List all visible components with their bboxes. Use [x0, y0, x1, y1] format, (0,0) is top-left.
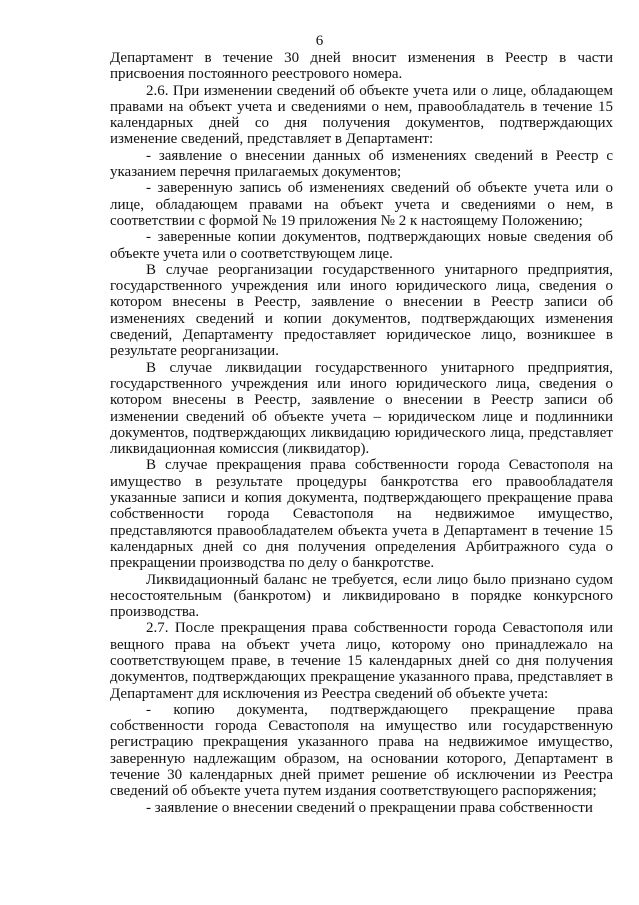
- paragraph: В случае прекращения права собственности города Севастополя на имущество в результате процедуры банкротства его правообладателя указанные записи и копия документа, подтверждающего прекращение права собственности города Севастополя на недвижимое имущество, представляются правообладателем объекта учета в Департамент в течение 15 календарных дней со дня получения определения Арбитражного суда о прекращении производства по делу о банкротстве.: [110, 457, 613, 572]
- paragraph: Департамент в течение 30 дней вносит изменения в Реестр в части присвоения постоянного реестрового номера.: [110, 50, 613, 83]
- paragraph: Ликвидационный баланс не требуется, если лицо было признано судом несостоятельным (банкротом) и ликвидировано в порядке конкурсного производства.: [110, 571, 613, 621]
- paragraph: - заверенную запись об изменениях сведений об объекте учета или о лице, обладающем правами на объект учета и сведениями о нем, в соответствии с формой № 19 приложения № 2 к настоящему Положению;: [110, 180, 613, 229]
- page-number: 6: [315, 33, 324, 49]
- paragraph: - заверенные копии документов, подтверждающих новые сведения об объекте учета или о соответствующем лице.: [110, 229, 613, 262]
- paragraph: - заявление о внесении сведений о прекращении права собственности: [146, 799, 593, 816]
- paragraph: 2.6. При изменении сведений об объекте учета или о лице, обладающем правами на объект учета и сведениями о нем, правообладатель в течение 15 календарных дней со дня получения документов, подтверждающих изменение сведений, представляет в Департамент:: [110, 82, 613, 148]
- paragraph: 2.7. После прекращения права собственности города Севастополя или вещного права на объект учета лицо, которому оно принадлежало на соответствующем праве, в течение 15 календарных дней со дня получения документов, подтверждающих прекращение указанного права, представляет в Департамент для исключения из Реестра сведений об объекте учета:: [110, 620, 613, 702]
- paragraph: - копию документа, подтверждающего прекращение права собственности города Севастополя на имущество или государственную регистрацию прекращения указанного права на недвижимое имущество, заверенную надлежащим образом, на основании которого, Департамент в течение 30 календарных дней примет решение об исключении из Реестра сведений об объекте учета путем издания соответствующего распоряжения;: [110, 701, 613, 800]
- document-body: [110, 50, 613, 816]
- paragraph: В случае реорганизации государственного унитарного предприятия, государственного учреждения или иного юридического лица, сведения о котором внесены в Реестр, заявление о внесении в Реестр записи об изменениях сведений и копии документов, подтверждающих изменения сведений, Департаменту предоставляет юридическое лицо, возникшее в результате реорганизации.: [110, 261, 613, 360]
- paragraph: - заявление о внесении данных об изменениях сведений в Реестр с указанием перечня прилагаемых документов;: [110, 147, 613, 181]
- paragraph: В случае ликвидации государственного унитарного предприятия, государственного учреждения или иного юридического лица, сведения о котором внесены в Реестр, заявление о внесении в Реестр записи об изменении сведений об объекте учета – юридическом лице и подлинники документов, подтверждающих ликвидацию юридического лица, представляет ликвидационная комиссия (ликвидатор).: [110, 359, 613, 458]
